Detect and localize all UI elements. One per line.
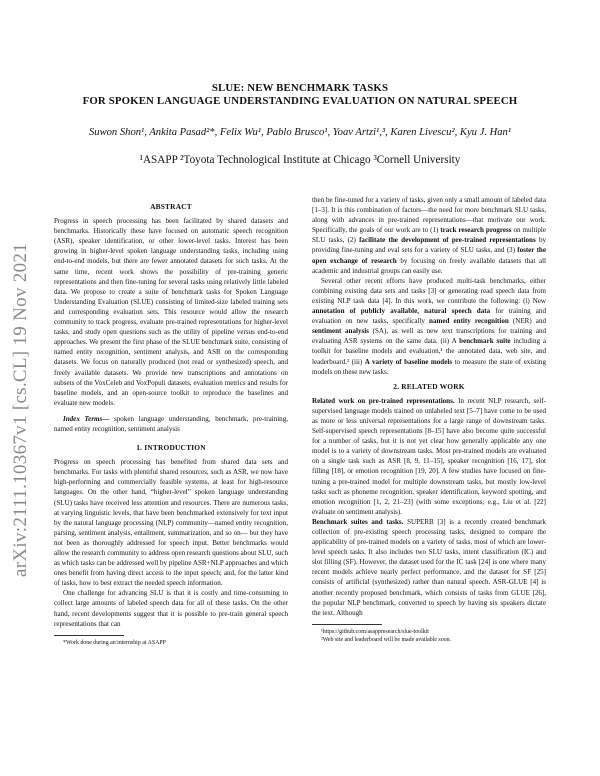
footnote-toolkit-url: ¹https://github.com/asappresearch/slue-toolkit [321, 628, 429, 635]
index-terms [54, 414, 288, 434]
arxiv-identifier [6, 180, 36, 640]
intro-paragraph-1: Progress on speech processing has benefited from shared data sets and benchmarks. For tasks with plentiful shared resources, such as ASR, we now have high-performing and commercially feasible systems, at least for high-resource languages. On the other hand, “higher-level” spoken language understanding (SLU) tasks have received less attention and resources. There are numerous tasks, at varying linguistic levels, that have been benchmarked extensively for text input by the natural language processing (NLP) community—named entity recognition, parsing, sentiment analysis, entailment, summarization, and so on— but they have not been as thoroughly addressed for speech input. Better benchmarks would allow the research community to address open research questions about SLU, such as which tasks can be addressed well by pipeline ASR+NLP approaches and which ones benefit from having direct access to the input speech; and, for the latter kind of tasks, how to best extract the needed speech information. [54, 458, 288, 588]
contributions-paragraph: Several other recent efforts have produced multi-task benchmarks, either combining existing data sets and tasks [3] or generating read speech data from existing NLP task data [4]. In this work, we contribute the following: (i) New annotation of publicly available, natural speech data for training and evaluation on new tasks, specifically named entity recognition (NER) and sentiment analysis (SA), as well as new text transcriptions for training and evaluating ASR systems on the same data. (ii) A benchmark suite including a toolkit for baseline models and evaluation,¹ the annotated data, web site, and leaderboard.² (iii) A variety of baseline models to measure the state of existing models on these new tasks. [312, 276, 546, 376]
footnote-rule [54, 635, 124, 636]
intro-heading: 1. INTRODUCTION [136, 443, 206, 453]
left-column [54, 197, 288, 647]
abstract-text: Progress in speech processing has been facilitated by shared datasets and benchmarks. Historically these have focused on automatic speech recognition (ASR), speaker identification, or other lower-level tasks. Interest has been growing in higher-level spoken language understanding tasks, including using end-to-end models, but there are fewer annotated datasets for such tasks. At the same time, recent work shows the possibility of pre-training generic representations and then fine-tuning for several tasks using relatively little labeled data. We propose to create a suite of benchmark tasks for Spoken Language Understanding Evaluation (SLUE) consisting of limited-size labeled training sets and corresponding evaluation sets. This resource would allow the research community to track progress, evaluate pre-trained representations for higher-level tasks, and study open questions such as the utility of pipeline versus end-to-end approaches. We present the first phase of the SLUE benchmark suite, consisting of named entity recognition, sentiment analysis, and ASR on the corresponding datasets. We focus on naturally produced (not read or synthesized) speech, and freely available datasets. We provide new transcriptions and annotations on subsets of the VoxCeleb and VoxPopuli datasets, evaluation metrics and results for baseline models, and an open-source toolkit to reproduce the baselines and evaluate new models. [54, 217, 288, 407]
title-line-1: SLUE: NEW BENCHMARK TASKS [211, 82, 389, 94]
index-terms-label: Index Terms— [63, 414, 110, 423]
arxiv-id-text: arXiv:2111.10367v1 [cs.CL] 19 Nov 2021 [10, 242, 32, 578]
related-benchmark-paragraph: Benchmark suites and tasks. SUPERB [3] is a recently created benchmark collection of pre-existing speech processing tasks, designed to compare the applicability of pre-trained models on a variety of tasks, most of which are lower-level speech tasks. It also includes two SLU tasks, intent classification (IC) and slot filling (SF). However, the dataset used for the IC task [24] is one where many recent models achieve nearly perfect performance, and the dataset for SF [25] consists of artificial (synthesized) rather than natural speech. ASR-GLUE [4] is another recently proposed benchmark, which consists of tasks from GLUE [26], the popular NLP benchmark, converted to speech by having six speakers dictate the text. Although [312, 517, 546, 617]
related-pretrained-paragraph: Related work on pre-trained representations. In recent NLP research, self-supervised language models trained on unlabeled text [5–7] have come to be used as more or less universal representations for a large range of downstream tasks. Self-supervised speech representations [8–15] have also become quite successful for a number of tasks, but it is not yet clear how generally applicable any one model is to a variety of downstream tasks. Most pre-trained models are evaluated on a single task such as ASR [8, 9, 11–15], speaker recognition [16, 17], slot filling [18], or emotion recognition [19, 20]. A few studies have focused on fine-tuning a pre-trained model for multiple downstream tasks, but mostly low-level tasks such as phoneme recognition, speaker identification, keyword spotting, and emotion recognition [1, 2, 21–23] (with some exceptions; e.g., Liu et al. [22] evaluate on sentiment analysis). [312, 396, 546, 516]
paper-title [0, 82, 600, 108]
author-list: Suwon Shon¹, Ankita Pasad²*, Felix Wu¹, Pablo Brusco¹, Yoav Artzi¹,³, Karen Livescu², Kyu J. Han¹ [88, 127, 512, 138]
footnote-internship: *Work done during an internship at ASAPP [63, 639, 166, 646]
goals-paragraph: then be fine-tuned for a variety of tasks, given only a small amount of labeled data [1–3]. It is this combination of factors—the need for more benchmark SLU tasks, along with advances in pre-trained representations—that motivate our work. Specifically, the goals of our work are to (1) track research progress on multiple SLU tasks, (2) facilitate the development of pre-trained representations by providing fine-tuning and eval sets for a variety of SLU tasks, and (3) foster the open exchange of research by focusing on freely available datasets that all academic and industrial groups can easily use. [312, 196, 546, 275]
footnote-rule-right [312, 624, 382, 625]
footnote-website: ²Web site and leaderboard will be made available soon. [321, 636, 452, 643]
abstract-heading: ABSTRACT [150, 202, 192, 211]
intro-paragraph-2: One challenge for advancing SLU is that it is costly and time-consuming to collect large amounts of labeled speech data for all of these tasks. On the other hand, recent developments suggest that it is possible to pre-train general speech representations that can [54, 589, 288, 628]
affiliations: ¹ASAPP ²Toyota Technological Institute at Chicago ³Cornell University [139, 154, 461, 166]
index-terms-text: spoken language understanding, benchmark, pre-training, named entity recognition, sentiment analysis [54, 414, 288, 433]
related-work-heading: 2. RELATED WORK [393, 381, 465, 391]
title-line-2: FOR SPOKEN LANGUAGE UNDERSTANDING EVALUATION ON NATURAL SPEECH [82, 95, 518, 107]
right-column [312, 195, 546, 644]
